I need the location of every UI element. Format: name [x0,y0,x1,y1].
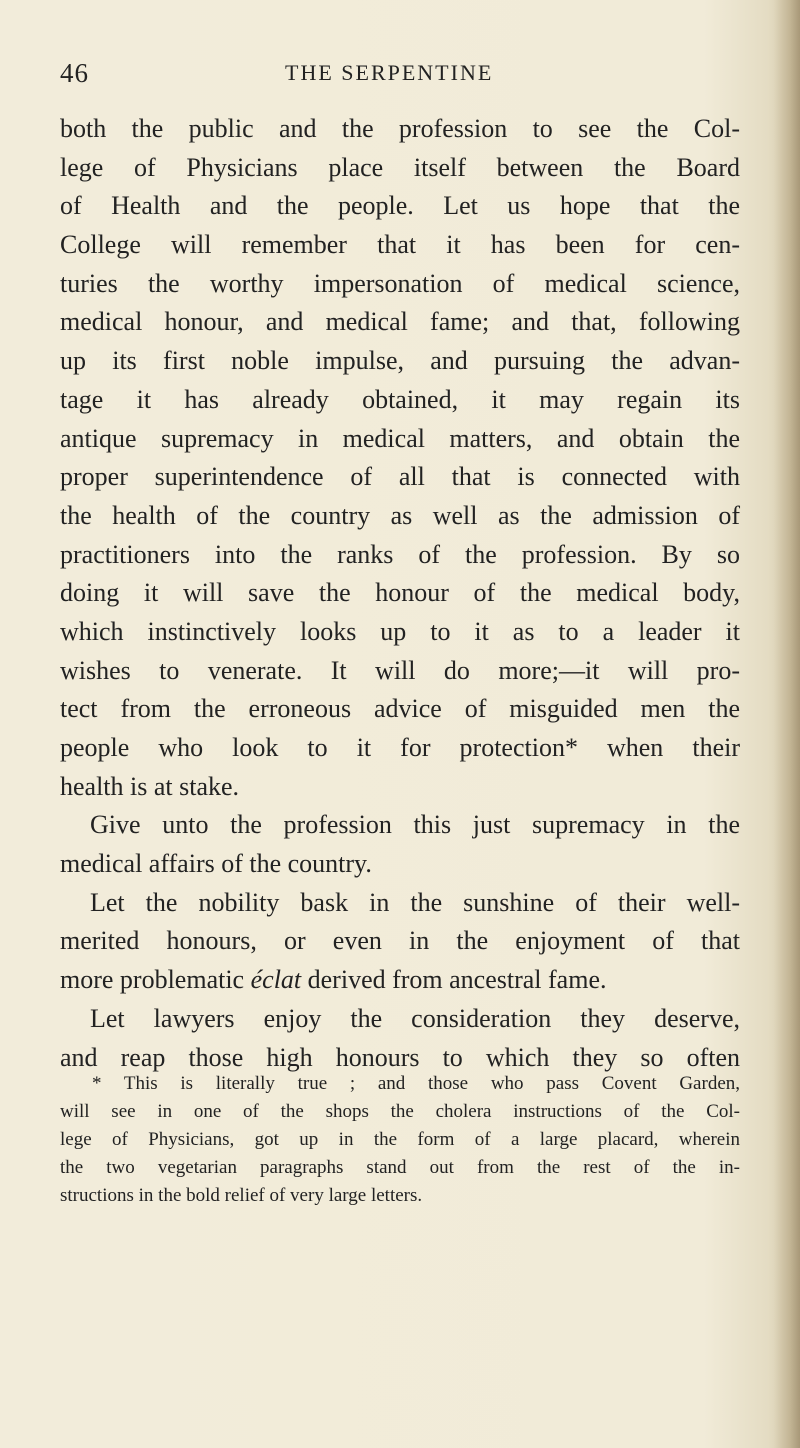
running-title: THE SERPENTINE [285,60,494,85]
text-line: merited honours, or even in the enjoyment of that [60,926,740,956]
page-number: 46 [60,58,89,88]
footnote-line: the two vegetarian paragraphs stand out from the rest of the in- [60,1157,740,1178]
footnote-line: * This is literally true ; and those who pass Covent Garden, [92,1073,740,1094]
text-line: which instinctively looks up to it as to a leader it [60,616,740,646]
text-line: up its first noble impulse, and pursuing the advan- [60,346,740,376]
text-line: medical honour, and medical fame; and that, following [60,307,740,337]
text-line: the health of the country as well as the admission of [60,500,740,530]
text-line: lege of Physicians place itself between the Board [60,152,740,182]
text-line-with-italic [60,961,740,1000]
footnote [60,1070,740,1210]
text-line: proper superintendence of all that is connected with [60,462,740,492]
italic-word: éclat [250,965,302,995]
footnote-line: will see in one of the shops the cholera instructions of the Col- [60,1101,740,1122]
text-segment: derived from ancestral fame. [307,965,607,995]
text-line: Let the nobility bask in the sunshine of their well- [90,887,740,917]
text-line: both the public and the profession to see the Col- [60,114,740,143]
page-edge-shadow [774,0,800,1448]
text-line: doing it will save the honour of the medical body, [60,578,740,608]
text-line: tect from the erroneous advice of misguided men the [60,694,740,724]
body-text [60,110,740,1077]
text-line: wishes to venerate. It will do more;—it will pro- [60,655,740,685]
text-line: antique supremacy in medical matters, and obtain the [60,423,740,453]
text-line: practitioners into the ranks of the profession. By so [60,539,740,569]
footnote-line: structions in the bold relief of very large letters. [60,1185,423,1206]
text-line: people who look to it for protection* when their [60,733,740,762]
text-segment: more problematic [60,965,245,995]
text-line: Give unto the profession this just supremacy in the [90,810,740,840]
text-line: Let lawyers enjoy the consideration they deserve, [90,1003,740,1033]
text-line: turies the worthy impersonation of medical science, [60,268,740,298]
text-line: College will remember that it has been for cen- [60,230,740,260]
text-line: and reap those high honours to which they so often [60,1042,740,1072]
text-line: of Health and the people. Let us hope that the [60,191,740,221]
text-line: medical affairs of the country. [60,849,372,879]
text-line: health is at stake. [60,771,240,801]
footnote-line: lege of Physicians, got up in the form of a large placard, wherein [60,1129,740,1150]
page-header [60,58,740,98]
text-line: tage it has already obtained, it may regain its [60,384,740,414]
